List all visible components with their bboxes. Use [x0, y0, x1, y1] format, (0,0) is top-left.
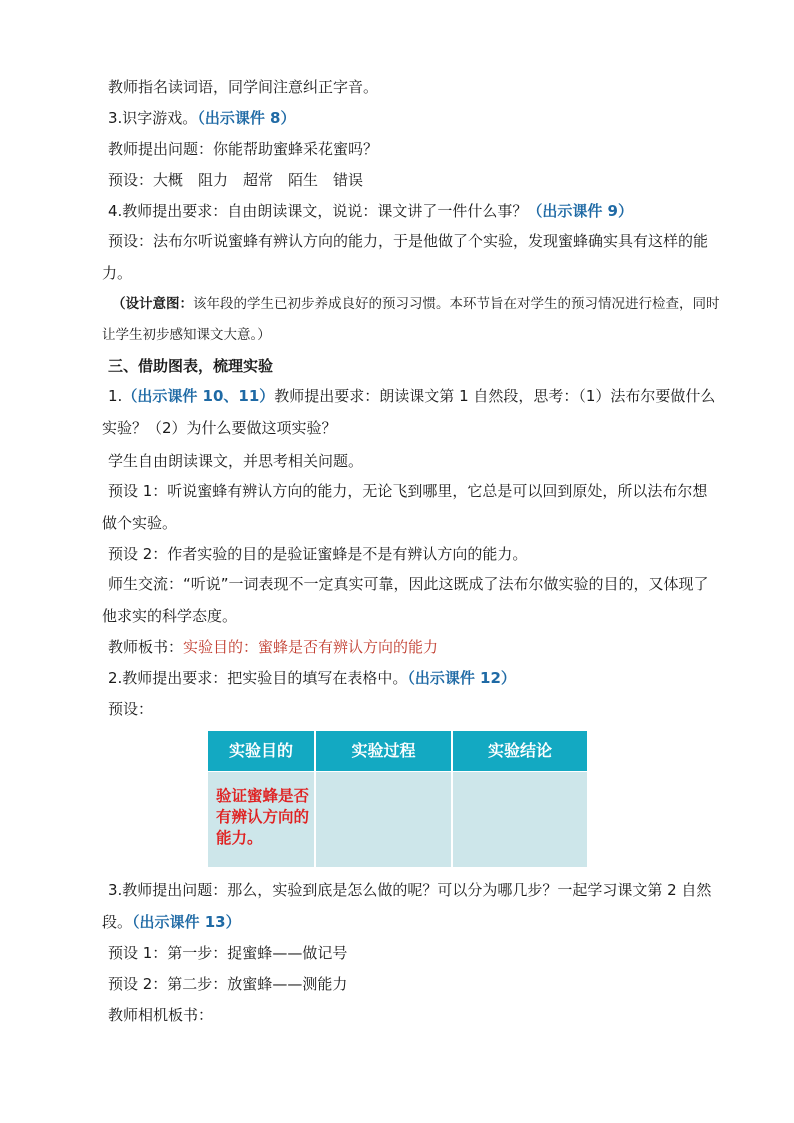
courseware-ref: （出示课件 8）: [197, 109, 296, 127]
table-cell-purpose: [208, 772, 314, 867]
text: 教师提出要求：朗读课文第 1 自然段，思考：（1）法布尔要做什么实验？（2）为什么要做这项实验？: [102, 387, 716, 437]
section-heading-3: [108, 356, 273, 376]
text: 预设：: [108, 700, 154, 718]
text: 预设 2：第二步：放蜜蜂——测能力: [108, 975, 348, 993]
table-cell-conclusion: [453, 772, 587, 867]
text: 预设 1：听说蜜蜂有辨认方向的能力，无论飞到哪里，它总是可以回到原处，所以法布尔想做个实验。: [102, 482, 708, 532]
board-content: 实验目的：蜜蜂是否有辨认方向的能力: [183, 638, 439, 656]
paragraph-preset-fabre: [102, 226, 720, 289]
text: 教师板书：: [108, 638, 184, 656]
text: 预设：大概 阻力 超常 陌生 错误: [108, 171, 364, 189]
paragraph-students-read: [108, 451, 718, 471]
text: 预设：法布尔听说蜜蜂有辨认方向的能力，于是他做了个实验，发现蜜蜂确实具有这样的能力。: [102, 232, 709, 282]
text: 1.: [108, 387, 123, 405]
paragraph-preset-2: [108, 544, 718, 564]
text: 3.识字游戏。: [108, 109, 198, 127]
paragraph-requirement-1: [102, 381, 720, 444]
paragraph-step-1: [108, 943, 718, 963]
paragraph-board-writing-2: [108, 1005, 718, 1025]
text: 学生自由朗读课文，并思考相关问题。: [108, 452, 364, 470]
table-header-purpose: 实验目的: [208, 731, 314, 771]
text: 教师指名读词语，同学间注意纠正字音。: [108, 78, 379, 96]
text: 2.教师提出要求：把实验目的填写在表格中。: [108, 669, 408, 687]
experiment-table: [208, 731, 587, 867]
courseware-ref: （出示课件 9）: [527, 202, 633, 220]
paragraph-preset-words: [108, 170, 718, 190]
note-label: （设计意图：: [112, 296, 193, 312]
paragraph-preset-label: [108, 699, 718, 719]
text: 4.教师提出要求：自由朗读课文，说说：课文讲了一件什么事？: [108, 202, 528, 220]
paragraph-requirement-2: [108, 668, 718, 688]
paragraph-word-game: [108, 108, 718, 128]
paragraph-read-words: [108, 77, 718, 97]
paragraph-board-writing: [108, 637, 718, 657]
text: 师生交流：“听说”一词表现不一定真实可靠，因此这既成了法布尔做实验的目的，又体现了他求实的科学态度。: [102, 575, 709, 625]
note-text: 该年段的学生已初步养成良好的预习习惯。本环节旨在对学生的预习情况进行检查，同时让学生初步感知课文大意。）: [102, 296, 720, 343]
paragraph-discussion: [102, 569, 720, 632]
text: 3.教师提出问题：那么，实验到底是怎么做的呢？可以分为哪几步？一起学习课文第 2 自然段。: [102, 881, 712, 931]
text: 预设 1：第一步：捉蜜蜂——做记号: [108, 944, 348, 962]
table-header-process: 实验过程: [316, 731, 451, 771]
courseware-ref: （出示课件 10、11）: [122, 387, 275, 405]
courseware-ref: （出示课件 13）: [132, 912, 241, 931]
paragraph-step-2: [108, 974, 718, 994]
paragraph-preset-1: [102, 476, 720, 539]
paragraph-requirement-4: [108, 201, 718, 221]
table-cell-process: [316, 772, 451, 867]
text: 预设 2：作者实验的目的是验证蜜蜂是不是有辨认方向的能力。: [108, 545, 528, 563]
paragraph-question-bee: [108, 139, 718, 159]
text: 教师提出问题：你能帮助蜜蜂采花蜜吗？: [108, 140, 379, 158]
courseware-ref: （出示课件 12）: [407, 669, 516, 687]
paragraph-question-3: [102, 875, 720, 938]
text: 教师相机板书：: [108, 1006, 214, 1024]
table-header-conclusion: 实验结论: [453, 731, 587, 771]
design-intent-note: [102, 289, 722, 351]
table-cell-text: 验证蜜蜂是否有辨认方向的能力。: [216, 786, 310, 847]
heading-text: 三、借助图表，梳理实验: [108, 357, 274, 375]
